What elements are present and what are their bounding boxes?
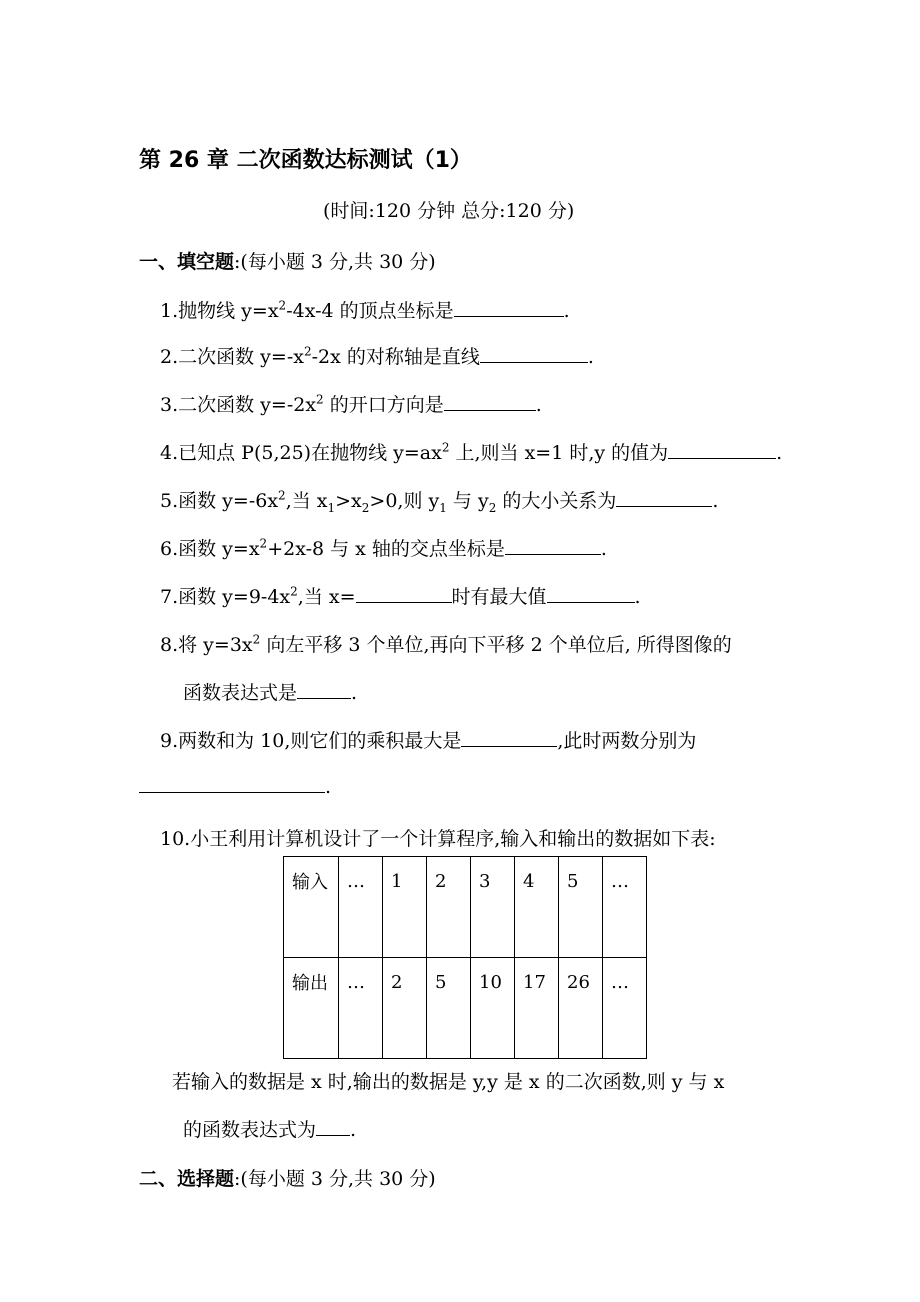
table-row-output <box>284 958 647 1059</box>
question-5: 5.函数 $y=-6x^2$,当 $x_1>x_2>0$,则 $y_1$ 与 $y_2$ 的大小关系为 . <box>160 488 719 515</box>
table-cell: 4 <box>515 857 559 958</box>
table-cell: 5 <box>427 958 471 1059</box>
answer-blank[interactable] <box>454 298 564 317</box>
answer-blank[interactable] <box>505 536 601 555</box>
answer-blank[interactable] <box>480 344 588 363</box>
answer-blank[interactable] <box>297 680 351 699</box>
table-cell: … <box>339 958 383 1059</box>
question-9-line2: . <box>139 774 331 798</box>
question-8-line2: 函数表达式是 . <box>183 682 358 704</box>
section-note: :(每小题 3 分,共 30 分) <box>234 251 436 273</box>
section-label: 一、填空题 <box>139 251 235 273</box>
question-4: 4.已知点 P(5,25)在抛物线 $y=ax^2$ 上,则当 x=1 时,y 的值为 . <box>160 440 783 464</box>
table-cell: 10 <box>471 958 515 1059</box>
table-cell: 5 <box>559 857 603 958</box>
answer-blank[interactable] <box>444 392 536 411</box>
table-cell: 2 <box>383 958 427 1059</box>
table-cell: 26 <box>559 958 603 1059</box>
table-header-output: 输出 <box>284 958 339 1059</box>
answer-blank[interactable] <box>616 488 712 507</box>
table-header-input: 输入 <box>284 857 339 958</box>
question-1: 1.抛物线 $y=x^2-4x-4$ 的顶点坐标是 . <box>160 298 570 322</box>
answer-blank[interactable] <box>461 728 557 747</box>
table-cell: … <box>603 857 647 958</box>
answer-blank[interactable] <box>316 1117 350 1136</box>
question-9: 9.两数和为 10,则它们的乘积最大是 ,此时两数分别为 <box>160 730 697 752</box>
time-info: (时间:120 分钟 总分:120 分) <box>323 200 575 222</box>
table-cell: 17 <box>515 958 559 1059</box>
answer-blank[interactable] <box>356 584 452 603</box>
table-cell: 3 <box>471 857 515 958</box>
question-8: 8.将 $y=3x^2$ 向左平移 3 个单位,再向下平移 2 个单位后, 所得图像的 <box>160 632 732 656</box>
question-7: 7.函数 $y=9-4x^2$,当 x= 时有最大值 . <box>160 584 641 608</box>
table-cell: 2 <box>427 857 471 958</box>
io-table <box>283 856 647 1059</box>
question-10: 10.小王利用计算机设计了一个计算程序,输入和输出的数据如下表: <box>160 828 716 850</box>
section-multiple-choice <box>139 1164 436 1191</box>
question-10-line2: 若输入的数据是 x 时,输出的数据是 y,y 是 x 的二次函数,则 y 与 x <box>172 1071 725 1093</box>
page-title: 第 26 章 二次函数达标测试（1） <box>139 148 472 173</box>
question-6: 6.函数 $y=x^2+2x-8$ 与 x 轴的交点坐标是 . <box>160 536 607 560</box>
table-cell: … <box>603 958 647 1059</box>
table-row-input <box>284 857 647 958</box>
table-cell: 1 <box>383 857 427 958</box>
answer-blank[interactable] <box>547 584 635 603</box>
section-fill-in <box>139 247 436 274</box>
section-label: 二、选择题 <box>139 1168 235 1190</box>
question-10-line3: 的函数表达式为 . <box>183 1119 357 1141</box>
answer-blank[interactable] <box>668 440 776 459</box>
answer-blank[interactable] <box>139 774 325 793</box>
question-2: 2.二次函数 $y=-x^2-2x$ 的对称轴是直线 . <box>160 344 594 368</box>
table-cell: … <box>339 857 383 958</box>
section-note: :(每小题 3 分,共 30 分) <box>234 1168 436 1190</box>
question-3: 3.二次函数 $y=-2x^2$ 的开口方向是 . <box>160 392 542 416</box>
